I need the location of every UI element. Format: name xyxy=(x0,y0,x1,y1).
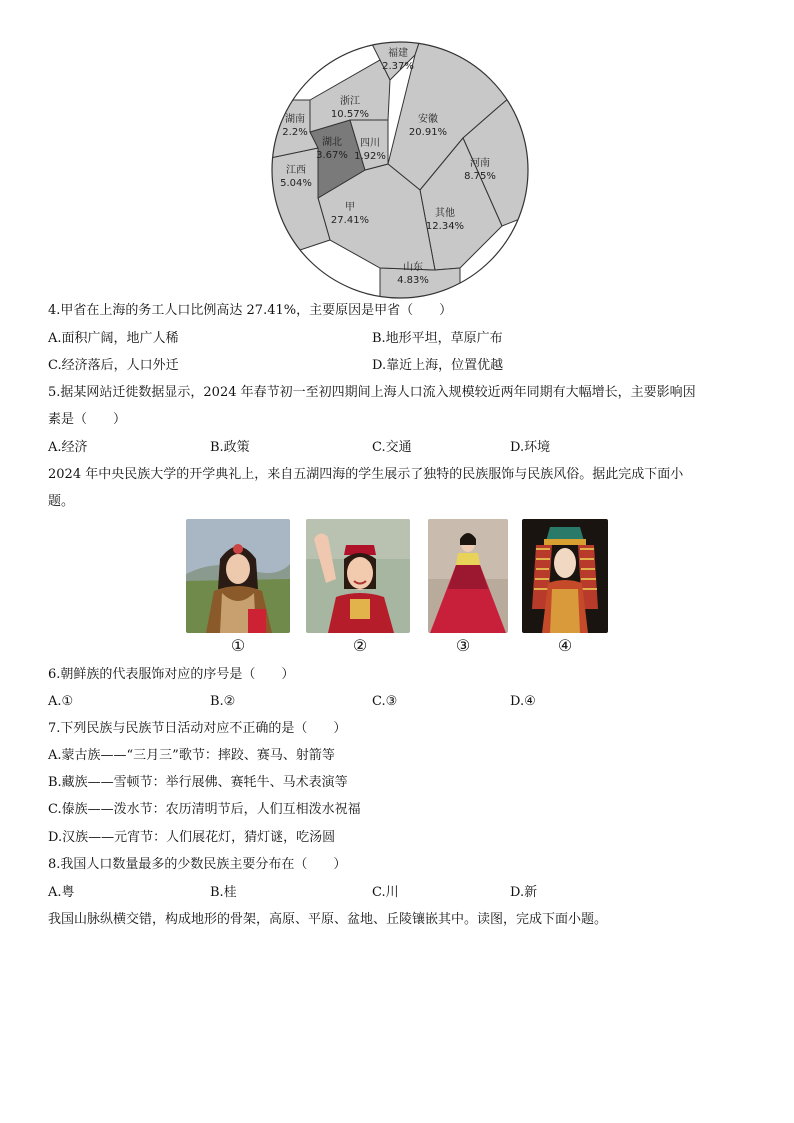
q6-option-c[interactable]: C.③ xyxy=(372,694,398,709)
q5-option-c[interactable]: C.交通 xyxy=(372,440,412,455)
q5-stem-line1: 5.据某网站迁徙数据显示，2024 年春节初一至初四期间上海人口流入规模较近两年同期有大幅增长，主要影响因 xyxy=(48,385,696,400)
slice-value-label: 3.67% xyxy=(316,150,348,161)
q7-option-c[interactable]: C.傣族——泼水节：农历清明节后，人们互相泼水祝福 xyxy=(48,802,361,817)
slice-value-label: 4.83% xyxy=(397,275,429,286)
photo-number-3: ③ xyxy=(455,636,471,655)
slice-value-label: 5.04% xyxy=(280,178,312,189)
intro2-line2: 题。 xyxy=(48,494,75,509)
q7-option-a[interactable]: A.蒙古族——“三月三”歌节：摔跤、赛马、射箭等 xyxy=(48,748,335,763)
slice-label: 河南 xyxy=(470,158,490,169)
q4-option-d[interactable]: D.靠近上海，位置优越 xyxy=(372,358,504,373)
q7-option-d[interactable]: D.汉族——元宵节：人们展花灯，猜灯谜，吃汤圆 xyxy=(48,830,336,845)
q4-option-a[interactable]: A.面积广阔，地广人稀 xyxy=(48,331,179,346)
q4-stem: 4.甲省在上海的务工人口比例高达 27.41%，主要原因是甲省（ ） xyxy=(48,303,453,318)
costume-photo-2 xyxy=(306,519,410,633)
intro2-line1: 2024 年中央民族大学的开学典礼上，来自五湖四海的学生展示了独特的民族服饰与民族风俗。据此完成下面小 xyxy=(48,467,684,482)
population-voronoi-chart xyxy=(270,40,530,300)
slice-label: 湖北 xyxy=(322,137,342,148)
q6-option-d[interactable]: D.④ xyxy=(510,694,536,709)
q6-option-b[interactable]: B.② xyxy=(210,694,236,709)
slice-value-label: 1.92% xyxy=(354,151,386,162)
q5-stem-line2: 素是（ ） xyxy=(48,412,127,427)
photo-number-4: ④ xyxy=(557,636,573,655)
q8-stem: 8.我国人口数量最多的少数民族主要分布在（ ） xyxy=(48,857,347,872)
chart-svg xyxy=(270,40,530,300)
slice-label: 浙江 xyxy=(340,96,360,107)
costume-photo-1 xyxy=(186,519,290,633)
slice-label: 福建 xyxy=(388,48,408,59)
q4-option-c[interactable]: C.经济落后，人口外迁 xyxy=(48,358,179,373)
q5-option-d[interactable]: D.环境 xyxy=(510,440,551,455)
slice-value-label: 27.41% xyxy=(330,215,370,226)
q6-option-a[interactable]: A.① xyxy=(48,694,74,709)
slice-value-label: 2.2% xyxy=(282,127,308,138)
slice-value-label: 12.34% xyxy=(425,221,465,232)
q5-option-b[interactable]: B.政策 xyxy=(210,440,250,455)
slice-value-label: 8.75% xyxy=(464,171,496,182)
q6-stem: 6.朝鲜族的代表服饰对应的序号是（ ） xyxy=(48,667,295,682)
slice-label: 甲 xyxy=(345,202,355,213)
q4-option-b[interactable]: B.地形平坦，草原广布 xyxy=(372,331,503,346)
slice-label: 湖南 xyxy=(285,114,305,125)
slice-value-label: 2.37% xyxy=(382,61,414,72)
photo-number-2: ② xyxy=(352,636,368,655)
q8-option-a[interactable]: A.粤 xyxy=(48,885,75,900)
q8-option-c[interactable]: C.川 xyxy=(372,885,399,900)
q8-option-b[interactable]: B.桂 xyxy=(210,885,237,900)
q7-option-b[interactable]: B.藏族——雪顿节：举行展佛、赛牦牛、马术表演等 xyxy=(48,775,348,790)
q5-option-a[interactable]: A.经济 xyxy=(48,440,88,455)
slice-value-label: 20.91% xyxy=(408,127,448,138)
slice-label: 安徽 xyxy=(418,114,438,125)
costume-photo-3 xyxy=(428,519,508,633)
slice-label: 山东 xyxy=(403,262,423,273)
costume-photo-4 xyxy=(522,519,608,633)
intro3-text: 我国山脉纵横交错，构成地形的骨架，高原、平原、盆地、丘陵镶嵌其中。读图，完成下面小题。 xyxy=(48,912,608,927)
slice-label: 其他 xyxy=(435,208,455,219)
slice-label: 江西 xyxy=(286,165,306,176)
slice-label: 四川 xyxy=(360,138,380,149)
q7-stem: 7.下列民族与民族节日活动对应不正确的是（ ） xyxy=(48,721,347,736)
slice-value-label: 10.57% xyxy=(330,109,370,120)
q8-option-d[interactable]: D.新 xyxy=(510,885,538,900)
photo-number-1: ① xyxy=(230,636,246,655)
